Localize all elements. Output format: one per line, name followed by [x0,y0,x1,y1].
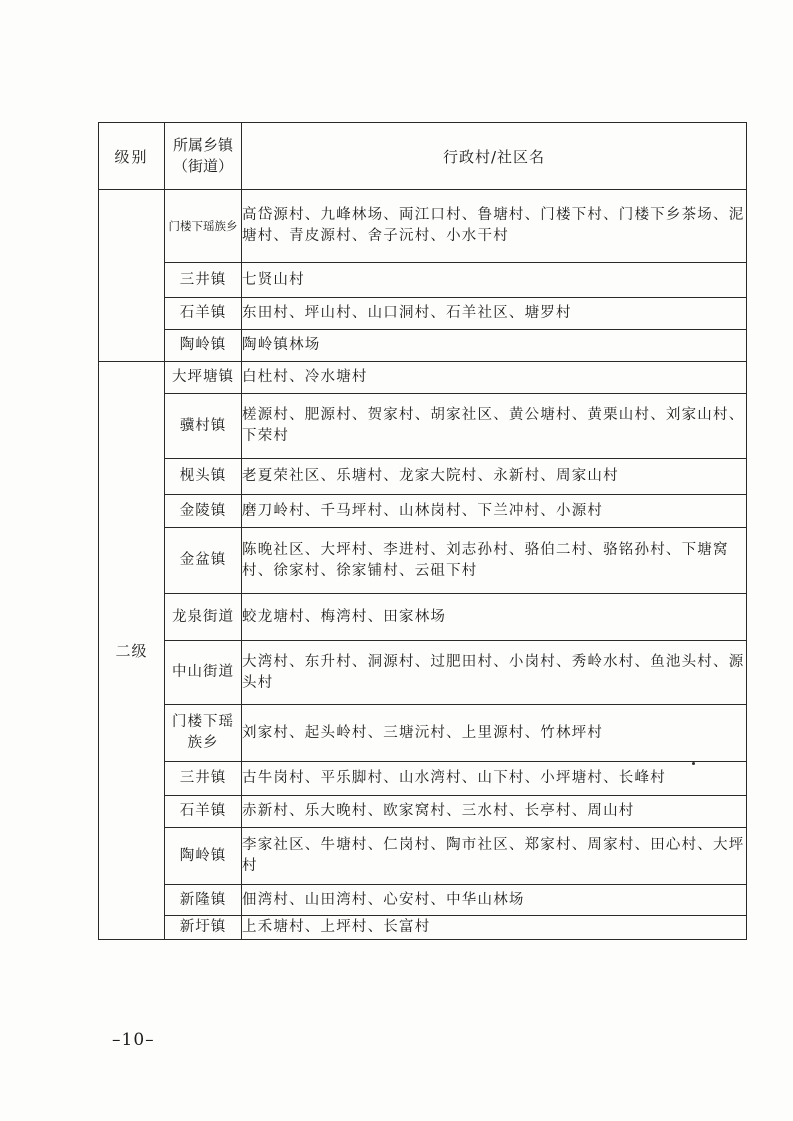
level-column-header: 级别 [99,123,165,190]
town-cell: 新隆镇 [165,885,242,916]
villages-cell: 蛟龙塘村、梅湾村、田家林场 [242,594,747,641]
villages-column-header: 行政村/社区名 [242,123,747,190]
table-header-row [99,123,747,190]
villages-cell: 槎源村、肥源村、贺家村、胡家社区、黄公塘村、黄栗山村、刘家山村、下荣村 [242,394,747,459]
villages-cell: 上禾塘村、上坪村、长富村 [242,916,747,940]
town-cell: 三井镇 [165,762,242,796]
villages-cell: 高岱源村、九峰林场、両江口村、鲁塘村、门楼下村、门楼下乡茶场、泥塘村、青皮源村、舍子沅村、小水干村 [242,190,747,263]
villages-cell: 古牛岗村、平乐脚村、山水湾村、山下村、小坪塘村、长峰村 [242,762,747,796]
town-cell: 金陵镇 [165,495,242,528]
page-number: –10– [112,1030,155,1050]
villages-cell: 东田村、坪山村、山口洞村、石羊社区、塘罗村 [242,298,747,330]
table-row [99,762,747,796]
table-row [99,459,747,495]
table-row [99,528,747,594]
town-cell: 龙泉街道 [165,594,242,641]
town-column-header [165,123,242,190]
town-cell: 陶岭镇 [165,330,242,362]
table-row [99,705,747,762]
table-row [99,828,747,885]
villages-cell: 大湾村、东升村、洞源村、过肥田村、小岗村、秀岭水村、鱼池头村、源头村 [242,641,747,705]
table-row [99,641,747,705]
table-row [99,796,747,828]
villages-cell: 七贤山村 [242,263,747,298]
level-cell-second: 二级 [99,362,165,940]
villages-cell: 老夏荣社区、乐塘村、龙家大院村、永新村、周家山村 [242,459,747,495]
town-header-line2: （街道） [172,157,233,175]
villages-cell: 刘家村、起头岭村、三塘沅村、上里源村、竹林坪村 [242,705,747,762]
town-cell: 大坪塘镇 [165,362,242,394]
table-row [99,594,747,641]
villages-cell: 磨刀岭村、千马坪村、山林岗村、下兰冲村、小源村 [242,495,747,528]
villages-cell: 陶岭镇林场 [242,330,747,362]
table-row [99,298,747,330]
table-row [99,885,747,916]
town-cell: 中山街道 [165,641,242,705]
town-cell: 门楼下瑶族乡 [165,705,242,762]
villages-cell: 白杜村、冷水塘村 [242,362,747,394]
villages-cell: 赤新村、乐大晚村、欧家窝村、三水村、长亭村、周山村 [242,796,747,828]
villages-cell: 李家社区、牛塘村、仁岗村、陶市社区、郑家村、周家村、田心村、大坪村 [242,828,747,885]
town-header-line1: 所属乡镇 [172,136,233,154]
table-row [99,916,747,940]
town-cell: 骥村镇 [165,394,242,459]
villages-cell: 陈晚社区、大坪村、李进村、刘志孙村、骆伯二村、骆铭孙村、下塘窝村、徐家村、徐家铺村、云砠下村 [242,528,747,594]
ink-dot [692,762,695,765]
village-list-table [98,122,747,940]
town-cell: 金盆镇 [165,528,242,594]
town-cell: 门楼下瑶族乡 [165,190,242,263]
level-cell-continued [99,190,165,362]
table-row [99,190,747,263]
town-cell: 石羊镇 [165,298,242,330]
table-row [99,362,747,394]
table-row [99,394,747,459]
villages-cell: 佃湾村、山田湾村、心安村、中华山林场 [242,885,747,916]
table-row [99,495,747,528]
town-cell: 陶岭镇 [165,828,242,885]
town-cell: 新圩镇 [165,916,242,940]
table-row [99,330,747,362]
town-cell: 三井镇 [165,263,242,298]
town-cell: 石羊镇 [165,796,242,828]
table-row [99,263,747,298]
town-cell: 枧头镇 [165,459,242,495]
